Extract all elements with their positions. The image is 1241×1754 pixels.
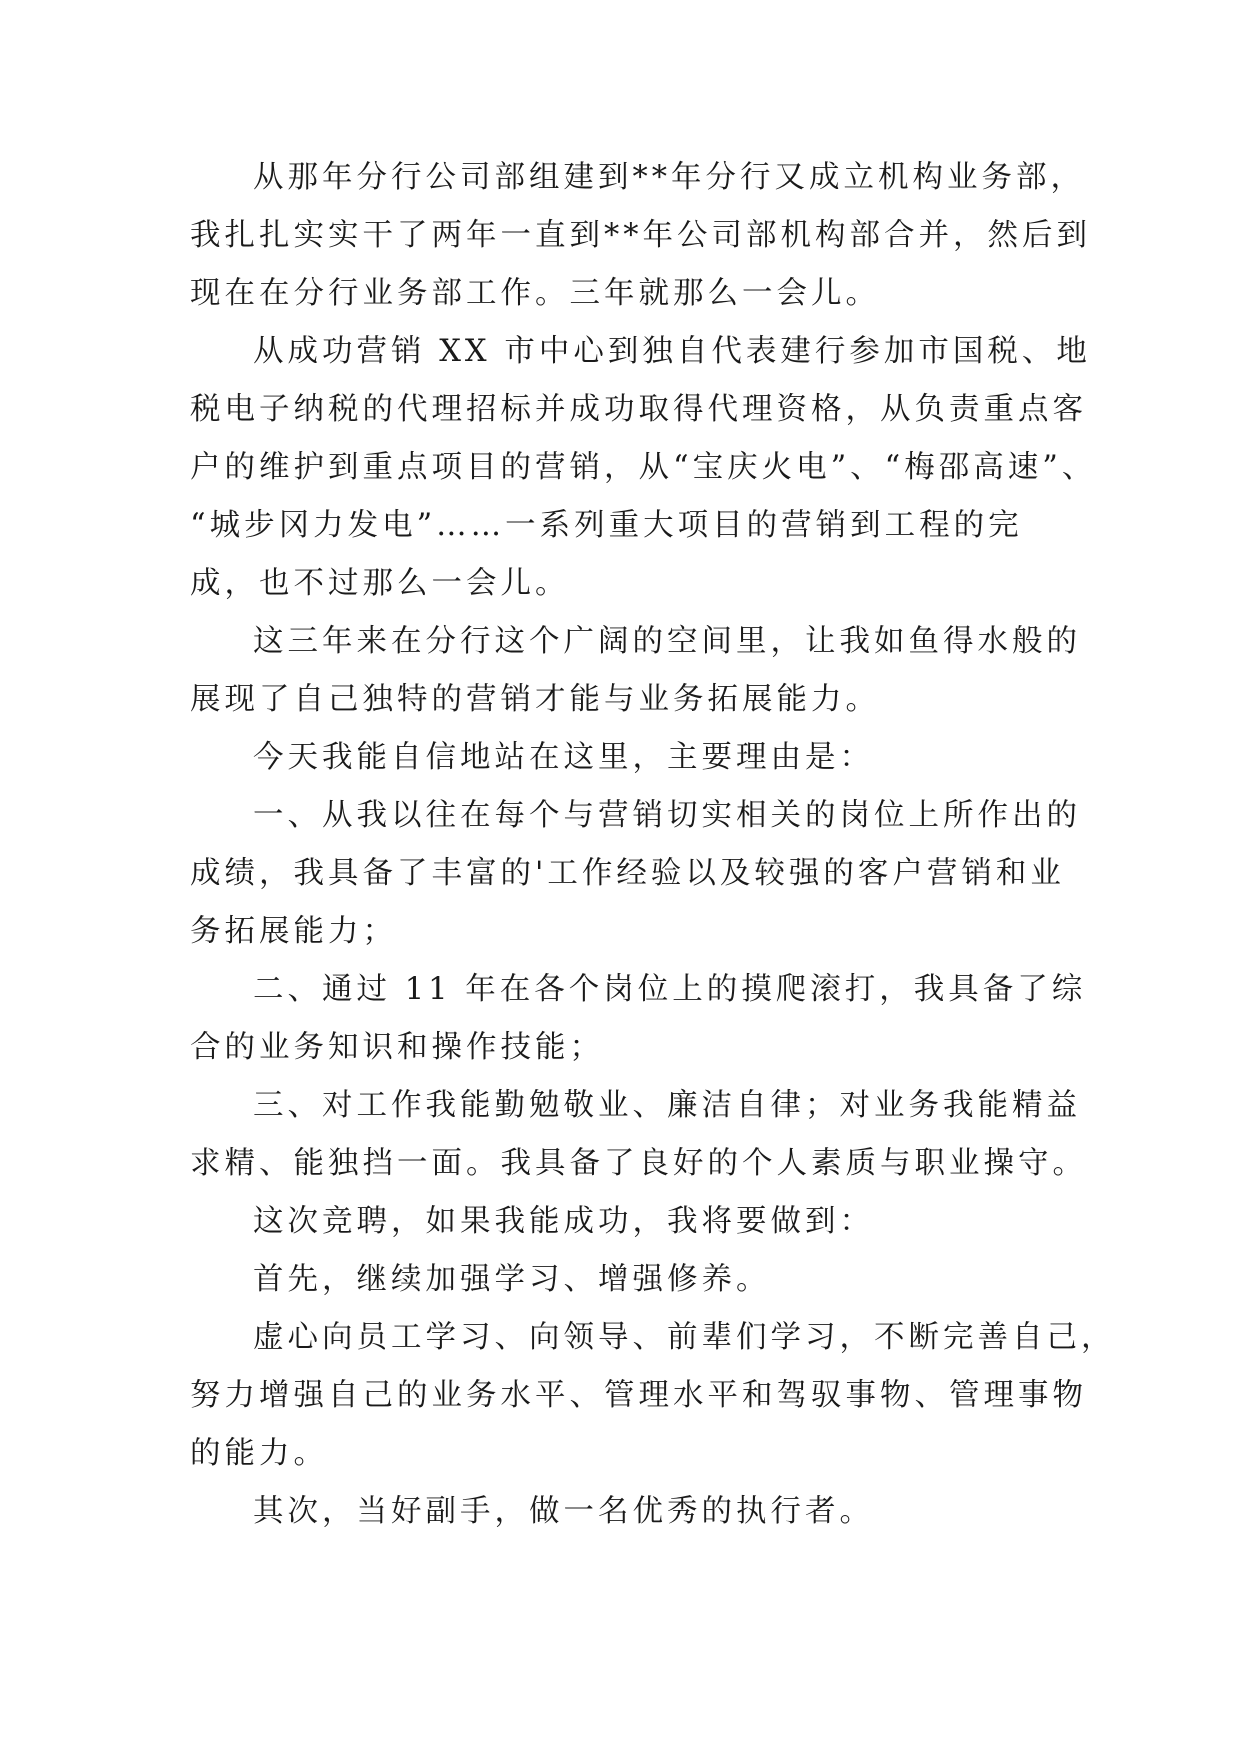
paragraph-1-line-2: 我扎扎实实干了两年一直到**年公司部机构部合并，然后到 xyxy=(190,218,1091,253)
paragraph-1-line-3: 现在在分行业务部工作。三年就那么一会儿。 xyxy=(190,276,880,311)
paragraph-2-line-1: 从成功营销 XX 市中心到独自代表建行参加市国税、地 xyxy=(253,334,1091,369)
paragraph-11-line-1: 其次，当好副手，做一名优秀的执行者。 xyxy=(253,1494,874,1529)
paragraph-3-line-2: 展现了自己独特的营销才能与业务拓展能力。 xyxy=(190,682,880,717)
paragraph-10-line-1: 虚心向员工学习、向领导、前辈们学习，不断完善自己， xyxy=(253,1320,1116,1355)
paragraph-2-line-4: “城步冈力发电”……一系列重大项目的营销到工程的完 xyxy=(190,508,1023,543)
paragraph-2-line-2: 税电子纳税的代理招标并成功取得代理资格，从负责重点客 xyxy=(190,392,1087,427)
paragraph-9-line-1: 首先，继续加强学习、增强修养。 xyxy=(253,1262,771,1297)
paragraph-8-line-1: 这次竞聘，如果我能成功，我将要做到： xyxy=(253,1204,874,1239)
paragraph-6-line-2: 合的业务知识和操作技能； xyxy=(190,1030,604,1065)
paragraph-7-line-1: 三、对工作我能勤勉敬业、廉洁自律；对业务我能精益 xyxy=(253,1088,1081,1123)
paragraph-2-line-3: 户的维护到重点项目的营销，从“宝庆火电”、“梅邵高速”、 xyxy=(190,450,1097,485)
paragraph-3-line-1: 这三年来在分行这个广阔的空间里，让我如鱼得水般的 xyxy=(253,624,1081,659)
paragraph-5-line-2: 成绩，我具备了丰富的'工作经验以及较强的客户营销和业 xyxy=(190,856,1065,891)
paragraph-5-line-3: 务拓展能力； xyxy=(190,914,397,949)
paragraph-10-line-3: 的能力。 xyxy=(190,1436,328,1471)
paragraph-2-line-5: 成，也不过那么一会儿。 xyxy=(190,566,570,601)
paragraph-5-line-1: 一、从我以往在每个与营销切实相关的岗位上所作出的 xyxy=(253,798,1081,833)
paragraph-10-line-2: 努力增强自己的业务水平、管理水平和驾驭事物、管理事物 xyxy=(190,1378,1087,1413)
paragraph-4-line-1: 今天我能自信地站在这里，主要理由是： xyxy=(253,740,874,775)
paragraph-7-line-2: 求精、能独挡一面。我具备了良好的个人素质与职业操守。 xyxy=(190,1146,1087,1181)
paragraph-6-line-1: 二、通过 11 年在各个岗位上的摸爬滚打，我具备了综 xyxy=(253,972,1087,1007)
paragraph-1-line-1: 从那年分行公司部组建到**年分行又成立机构业务部， xyxy=(253,160,1085,195)
